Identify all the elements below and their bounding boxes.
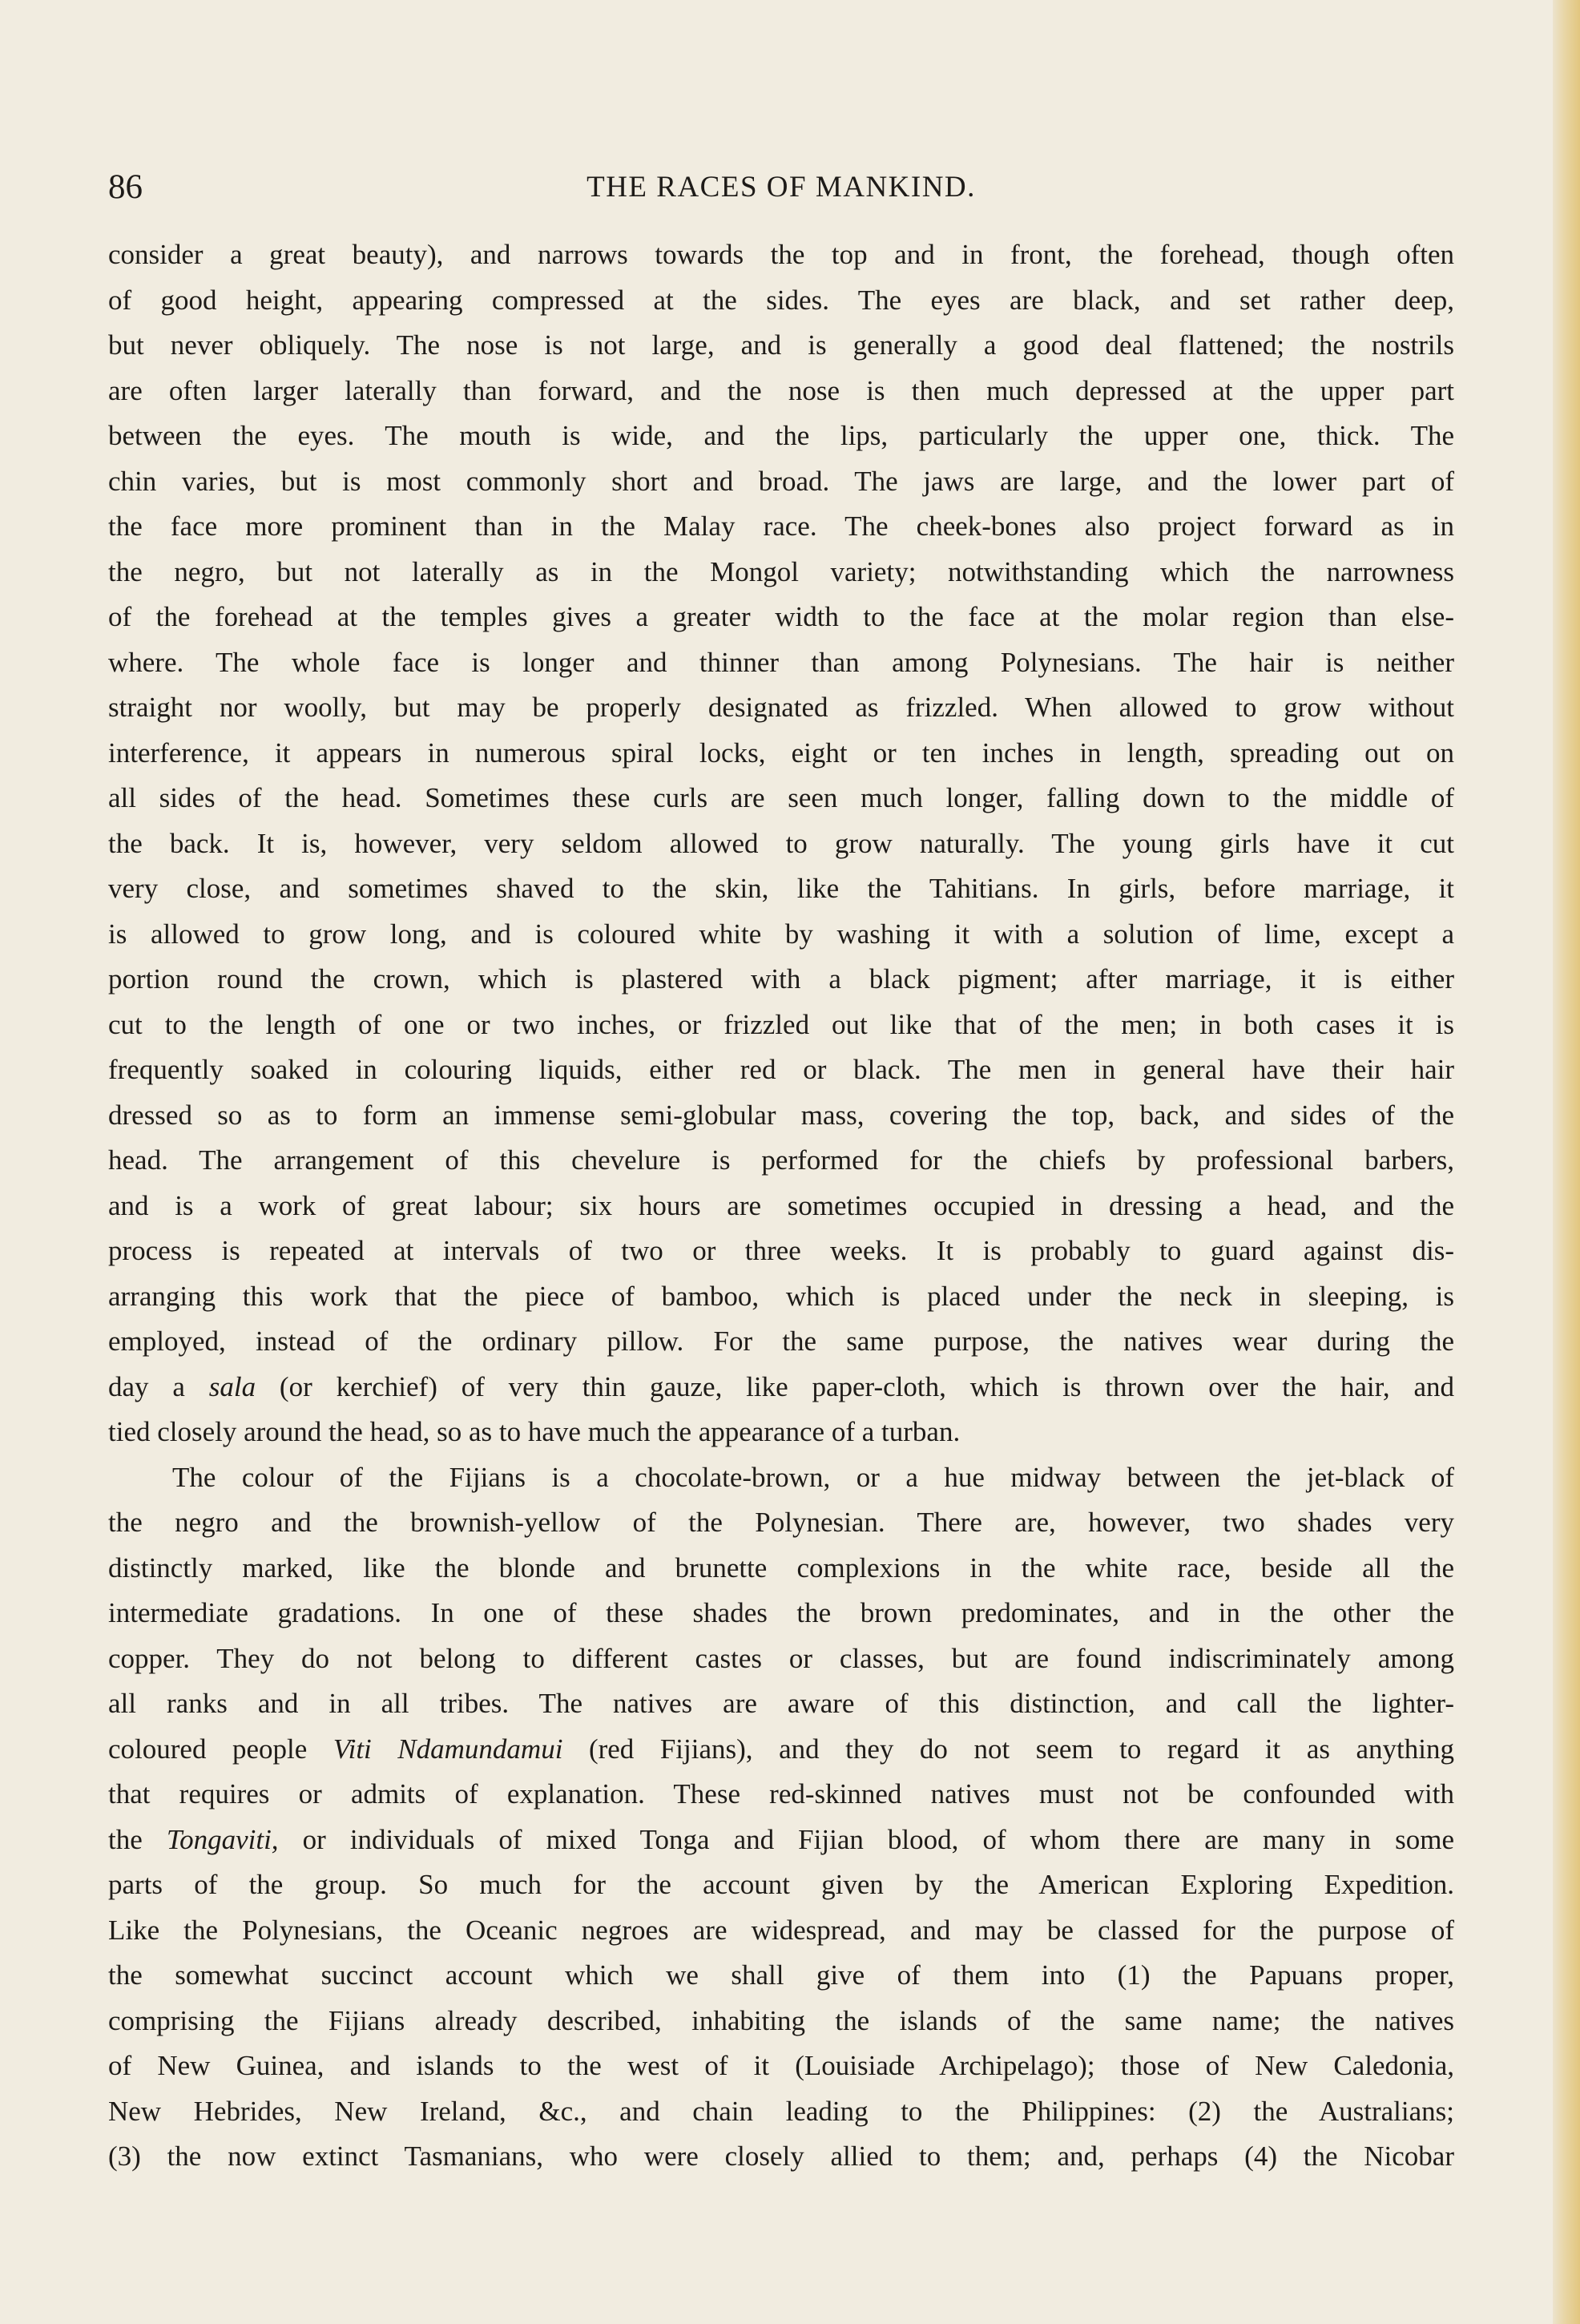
text-line: head. The arrangement of this chevelure is performed for the chiefs by professional barbers, (108, 1144, 1454, 1176)
text-line: the face more prominent than in the Malay race. The cheek-bones also project forward as in (108, 510, 1454, 542)
text-line: that requires or admits of explanation. These red-skinned natives must not be confounded with (108, 1778, 1454, 1810)
text-line (108, 1818, 1454, 1863)
text-segment: the (108, 1823, 167, 1855)
text-line: very close, and sometimes shaved to the skin, like the Tahitians. In girls, before marriage, it (108, 873, 1454, 904)
text-line: employed, instead of the ordinary pillow. For the same purpose, the natives wear during the (108, 1325, 1454, 1357)
text-segment: or individuals of mixed Tonga and Fijian blood, of whom there are many in some (278, 1823, 1454, 1855)
text-line: cut to the length of one or two inches, or frizzled out like that of the men; in both cases it is (108, 1008, 1454, 1040)
text-line: of good height, appearing compressed at the sides. The eyes are black, and set rather deep, (108, 284, 1454, 316)
text-line: the negro, but not laterally as in the Mongol variety; notwithstanding which the narrowness (108, 555, 1454, 587)
text-line: New Hebrides, New Ireland, &c., and chain leading to the Philippines: (2) the Australians; (108, 2095, 1454, 2127)
text-line: parts of the group. So much for the account given by the American Exploring Expedition. (108, 1869, 1454, 1900)
text-line: arranging this work that the piece of bamboo, which is placed under the neck in sleeping, is (108, 1280, 1454, 1312)
text-segment: coloured people (108, 1733, 333, 1765)
text-line: the somewhat succinct account which we shall give of them into (1) the Papuans proper, (108, 1959, 1454, 1991)
paragraph-end-line: tied closely around the head, so as to have much the appearance of a turban. (108, 1416, 961, 1447)
italic-term: Viti Ndamundamui (333, 1733, 563, 1765)
text-segment: (red Fijians), and they do not seem to regard it as anything (562, 1733, 1454, 1765)
text-line: copper. They do not belong to different castes or classes, but are found indiscriminately among (108, 1642, 1454, 1674)
text-line: and is a work of great labour; six hours are sometimes occupied in dressing a head, and the (108, 1189, 1454, 1221)
text-line: dressed so as to form an immense semi-globular mass, covering the top, back, and sides of the (108, 1099, 1454, 1131)
page-header (108, 163, 1454, 212)
text-line: (3) the now extinct Tasmanians, who were closely allied to them; and, perhaps (4) the Nicobar (108, 2140, 1454, 2172)
paragraph-start-line: The colour of the Fijians is a chocolate-brown, or a hue midway between the jet-black of (172, 1461, 1454, 1493)
text-line: are often larger laterally than forward, and the nose is then much depressed at the upper part (108, 374, 1454, 406)
body-text (108, 232, 1454, 2180)
text-line: all ranks and in all tribes. The natives are aware of this distinction, and call the lighter- (108, 1688, 1454, 1719)
text-line: process is repeated at intervals of two or three weeks. It is probably to guard against dis- (108, 1235, 1454, 1266)
text-line: the back. It is, however, very seldom allowed to grow naturally. The young girls have it cut (108, 827, 1454, 859)
text-line: consider a great beauty), and narrows towards the top and in front, the forehead, though often (108, 239, 1454, 270)
text-line: portion round the crown, which is plastered with a black pigment; after marriage, it is either (108, 963, 1454, 995)
text-line: is allowed to grow long, and is coloured white by washing it with a solution of lime, except a (108, 918, 1454, 950)
text-line: where. The whole face is longer and thinner than among Polynesians. The hair is neither (108, 646, 1454, 678)
text-line: distinctly marked, like the blonde and brunette complexions in the white race, beside all the (108, 1551, 1454, 1584)
text-line: all sides of the head. Sometimes these curls are seen much longer, falling down to the middle of (108, 782, 1454, 813)
page-number: 86 (108, 168, 143, 206)
text-line: Like the Polynesians, the Oceanic negroes are widespread, and may be classed for the purpose of (108, 1914, 1454, 1946)
text-line: of New Guinea, and islands to the west of it (Louisiade Archipelago); those of New Caledonia, (108, 2050, 1454, 2081)
text-line: interference, it appears in numerous spiral locks, eight or ten inches in length, spreading out on (108, 736, 1454, 769)
italic-term: Tongaviti, (166, 1823, 279, 1855)
text-line: of the forehead at the temples gives a greater width to the face at the molar region than else- (108, 601, 1454, 632)
text-line (108, 1727, 1454, 1773)
text-line: but never obliquely. The nose is not large, and is generally a good deal flattened; the nostrils (108, 329, 1454, 361)
text-line: comprising the Fijians already described, inhabiting the islands of the same name; the natives (108, 2004, 1454, 2036)
italic-term: sala (208, 1370, 256, 1402)
running-head: THE RACES OF MANKIND. (586, 171, 976, 204)
text-line: between the eyes. The mouth is wide, and the lips, particularly the upper one, thick. The (108, 420, 1454, 451)
text-line: intermediate gradations. In one of these shades the brown predominates, and in the other the (108, 1597, 1454, 1628)
text-line: chin varies, but is most commonly short and broad. The jaws are large, and the lower part of (108, 465, 1454, 497)
text-line (108, 1365, 1454, 1410)
page-edge (1553, 0, 1580, 2324)
text-line: straight nor woolly, but may be properly designated as frizzled. When allowed to grow without (108, 692, 1454, 723)
text-segment: (or kerchief) of very thin gauze, like paper-cloth, which is thrown over the hair, and (256, 1370, 1454, 1402)
text-segment: day a (108, 1370, 209, 1402)
text-line: the negro and the brownish-yellow of the Polynesian. There are, however, two shades very (108, 1507, 1454, 1538)
text-line: frequently soaked in colouring liquids, either red or black. The men in general have their hair (108, 1054, 1454, 1085)
